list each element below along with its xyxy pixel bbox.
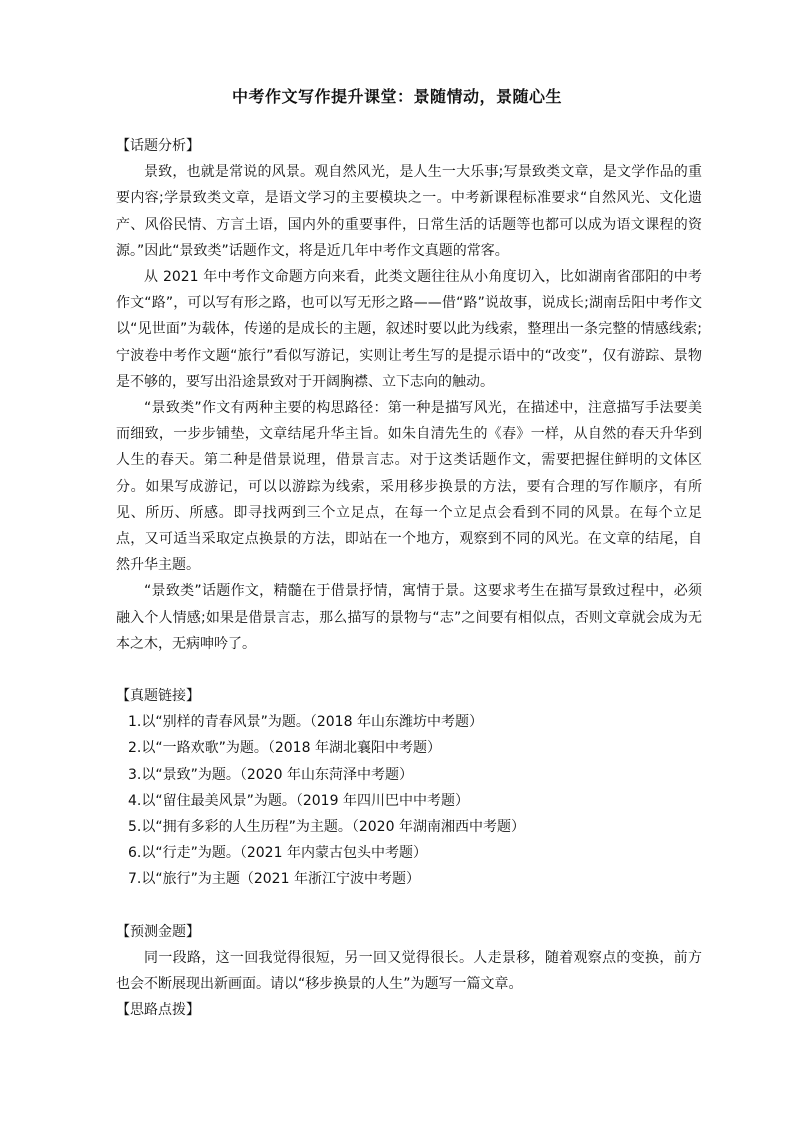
analysis-paragraph-3: “景致类”作文有两种主要的构思路径：第一种是描写风光，在描述中，注意描写手法要美而细致，一步步铺垫，文章结尾升华主旨。如朱自清先生的《春》一样，从自然的春天升华到人生的春天。第二种是借景说理，借景言志。对于这类话题作文，需要把握住鲜明的文体区分。如果写成游记，可以以游踪为线索，采用移步换景的方法，要有合理的写作顺序，有所见、所历、所感。即寻找两到三个立足点，在每一个立足点会看到不同的风景。在每个立足点，又可适当采取定点换景的方法，即站在一个地方，观察到不同的风光。在文章的结尾，自然升华主题。 [116,400,702,574]
section-heading-tips: 【思路点拨】 [116,1002,200,1019]
real-question-item: 2.以“一路欢歌”为题。（2018 年湖北襄阳中考题） [128,740,441,757]
section-heading-prediction: 【预测金题】 [116,923,200,940]
document-body [116,133,702,1024]
real-question-item: 3.以“景致”为题。（2020 年山东菏泽中考题） [128,766,413,783]
real-question-item: 7.以“旅行”为主题（2021 年浙江宁波中考题） [128,871,420,888]
section-heading-real-questions: 【真题链接】 [116,688,200,705]
section-heading-analysis: 【话题分析】 [116,138,200,154]
section-spacer [116,657,702,683]
real-question-item: 5.以“拥有多彩的人生历程”为主题。（2020 年湖南湘西中考题） [128,819,525,836]
document-title: 中考作文写作提升课堂：景随情动，景随心生 [231,87,562,106]
analysis-paragraph-1: 景致，也就是常说的风景。观自然风光，是人生一大乐事;写景致类文章，是文学作品的重要内容;学景致类文章，是语文学习的主要模块之一。中考新课程标准要求“自然风光、文化遗产、风俗民情、方言土语，国内外的重要事件，日常生活的话题等也都可以成为语文课程的资源。”因此“景致类”话题作文，将是近几年中考作文真题的常客。 [116,164,702,259]
prediction-paragraph: 同一段路，这一回我觉得很短，另一回又觉得很长。人走景移，随着观察点的变换，前方也会不断展现出新画面。请以“移步换景的人生”为题写一篇文章。 [116,949,702,993]
section-spacer [116,893,702,919]
real-question-item: 6.以“行走”为题。（2021 年内蒙古包头中考题） [128,845,427,862]
real-question-item: 1.以“别样的青春风景”为题。（2018 年山东潍坊中考题） [128,714,483,731]
analysis-paragraph-2: 从 2021 年中考作文命题方向来看，此类文题往往从小角度切入，比如湖南省邵阳的中考作文“路”，可以写有形之路，也可以写无形之路——借“路”说故事，说成长;湖南岳阳中考作文以“见世面”为载体，传递的是成长的主题，叙述时要以此为线索，整理出一条完整的情感线索;宁波卷中考作文题“旅行”看似写游记，实则让考生写的是提示语中的“改变”，仅有游踪、景物是不够的，要写出沿途景致对于开阔胸襟、立下志向的触动。 [116,269,702,390]
analysis-paragraph-4: “景致类”话题作文，精髓在于借景抒情，寓情于景。这要求考生在描写景致过程中，必须融入个人情感;如果是借景言志，那么描写的景物与“志”之间要有相似点，否则文章就会成为无本之木，无病呻吟了。 [116,583,702,652]
real-question-item: 4.以“留住最美风景”为题。（2019 年四川巴中中考题） [128,792,469,809]
